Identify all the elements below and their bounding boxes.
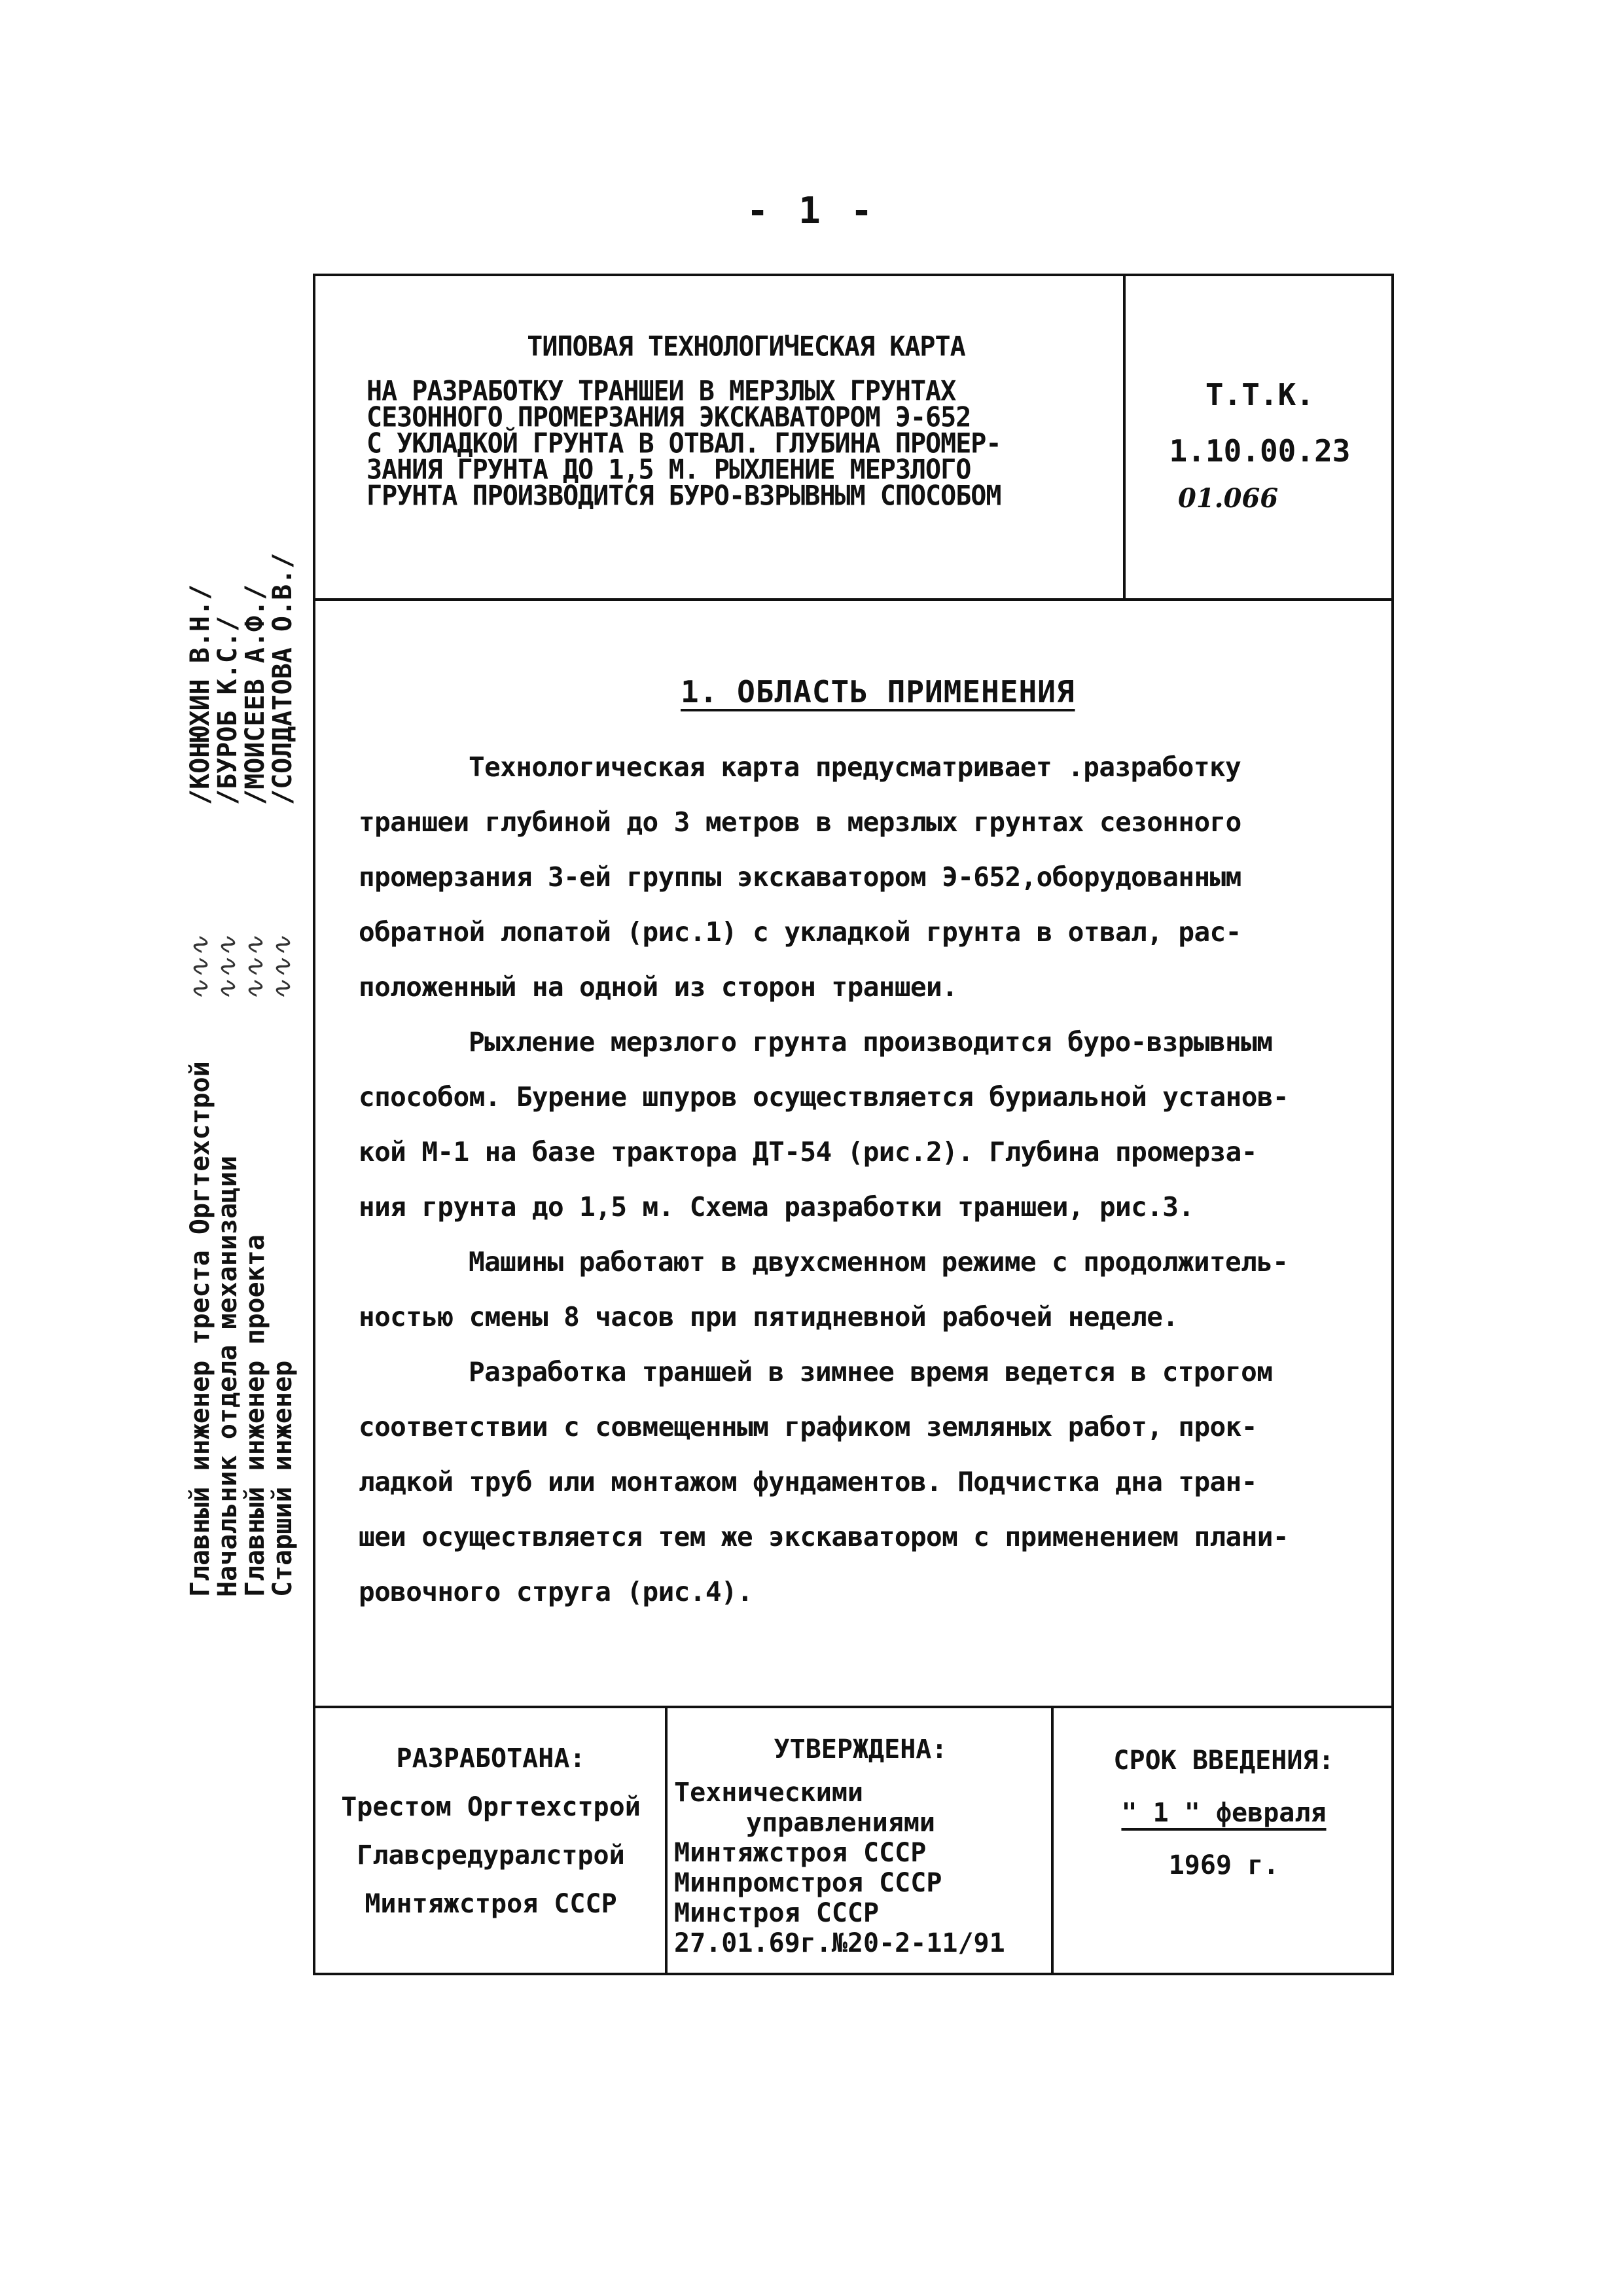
approved-line: 27.01.69г.№20-2-11/91 (674, 1928, 1005, 1958)
signatories-block (187, 553, 296, 1597)
body-line: шеи осуществляется тем же экскаватором с применением плани- (359, 1521, 1289, 1552)
body-line: промерзания 3-ей группы экскаватором Э-652,оборудованным (359, 861, 1241, 893)
body-line: положенный на одной из сторон траншеи. (359, 971, 958, 1003)
footer-effective (1060, 1734, 1387, 1892)
effective-title: СРОК ВВЕДЕНИЯ: (1113, 1746, 1334, 1776)
title-line: ТИПОВАЯ ТЕХНОЛОГИЧЕСКАЯ КАРТА (527, 331, 965, 363)
body-line: ния грунта до 1,5 м. Схема разработки траншеи, рис.3. (359, 1191, 1194, 1223)
body-line: ровочного струга (рис.4). (359, 1576, 753, 1607)
code-label: Т.Т.К. (1205, 377, 1315, 412)
title-line: НА РАЗРАБОТКУ ТРАНШЕИ В МЕРЗЛЫХ ГРУНТАХ (366, 375, 956, 408)
body-line: Машины работают в двухсменном режиме с продолжитель- (469, 1246, 1289, 1278)
footer-divider (665, 1706, 668, 1975)
body-line: способом. Бурение шпуров осуществляется буриальной установ- (359, 1081, 1289, 1113)
body-line: ностью смены 8 часов при пятидневной рабочей неделе. (359, 1301, 1179, 1333)
signatory-role: Главный инженер проекта (240, 1234, 270, 1597)
effective-year: 1969 г. (1168, 1850, 1279, 1880)
signatory-role: Главный инженер треста Оргтехстрой (185, 1061, 215, 1597)
approved-line: Минстроя СССР (674, 1898, 880, 1928)
signatory-role: Старший инженер (268, 1360, 298, 1597)
body-line: обратной лопатой (рис.1) с укладкой грунта в отвал, рас- (359, 916, 1241, 948)
signatory-name: /БУРОБ К.С./ (213, 616, 243, 805)
signatory-name: /МОИСЕЕВ А.Ф./ (240, 584, 270, 805)
effective-date: " 1 " февраля (1121, 1798, 1327, 1828)
code-number: 1.10.00.23 (1169, 433, 1351, 469)
footer-developed (321, 1734, 661, 1928)
body-line: траншеи глубиной до 3 метров в мерзлых грунтах сезонного (359, 806, 1241, 838)
section-body (359, 740, 1366, 1619)
section-heading: 1. ОБЛАСТЬ ПРИМЕНЕНИЯ (681, 674, 1075, 709)
body-line: Разработка траншей в зимнее время ведется в строгом (469, 1356, 1273, 1388)
approved-line: управлениями (746, 1808, 935, 1838)
body-line: соответствии с совмещенным графиком земляных работ, прок- (359, 1411, 1257, 1443)
code-handwritten: 01.066 (1178, 483, 1279, 514)
page-number: - 1 - (746, 190, 877, 232)
signature-mark: ∿∿∿ (213, 935, 243, 1001)
signatory-row (269, 553, 296, 1597)
title-line: СЕЗОННОГО ПРОМЕРЗАНИЯ ЭКСКАВАТОРОМ Э-652 (366, 401, 971, 434)
signatory-row (214, 553, 241, 1597)
footer-divider (1051, 1706, 1054, 1975)
signature-mark: ∿∿∿ (185, 935, 215, 1001)
developed-line: Главсредуралстрой (357, 1840, 625, 1871)
signatory-name: /СОЛДАТОВА О.В./ (268, 552, 298, 805)
footer-rule (313, 1706, 1394, 1708)
title-line: С УКЛАДКОЙ ГРУНТА В ОТВАЛ. ГЛУБИНА ПРОМЕР- (366, 427, 1001, 460)
document-title (366, 331, 1099, 512)
footer-approved (674, 1734, 1047, 1958)
approved-title: УТВЕРЖДЕНА: (774, 1734, 948, 1765)
body-line: ладкой труб или монтажом фундаментов. Подчистка дна тран- (359, 1466, 1257, 1498)
title-line: ГРУНТА ПРОИЗВОДИТСЯ БУРО-ВЗРЫВНЫМ СПОСОБОМ (366, 480, 1001, 512)
signature-mark: ∿∿∿ (268, 935, 298, 1001)
developed-line: Трестом Оргтехстрой (341, 1792, 641, 1822)
developed-line: Минтяжстроя СССР (365, 1889, 617, 1919)
signatory-row (241, 553, 269, 1597)
developed-title: РАЗРАБОТАНА: (396, 1744, 586, 1774)
body-line: кой М-1 на базе трактора ДТ-54 (рис.2). Глубина промерза- (359, 1136, 1257, 1168)
approved-line: Минпромстроя СССР (674, 1868, 942, 1898)
body-line: Технологическая карта предусматривает .разработку (469, 751, 1241, 783)
approved-line: Техническими (674, 1778, 863, 1808)
title-line: ЗАНИЯ ГРУНТА ДО 1,5 М. РЫХЛЕНИЕ МЕРЗЛОГО (366, 454, 971, 486)
approved-line: Минтяжстроя СССР (674, 1838, 927, 1868)
document-code (1139, 367, 1381, 518)
signature-mark: ∿∿∿ (240, 935, 270, 1001)
signatory-role: Начальник отдела механизации (213, 1155, 243, 1597)
signatory-name: /КОНЮХИН В.Н./ (185, 584, 215, 805)
body-line: Рыхление мерзлого грунта производится буро-взрывным (469, 1026, 1273, 1058)
signatory-row (187, 553, 214, 1597)
